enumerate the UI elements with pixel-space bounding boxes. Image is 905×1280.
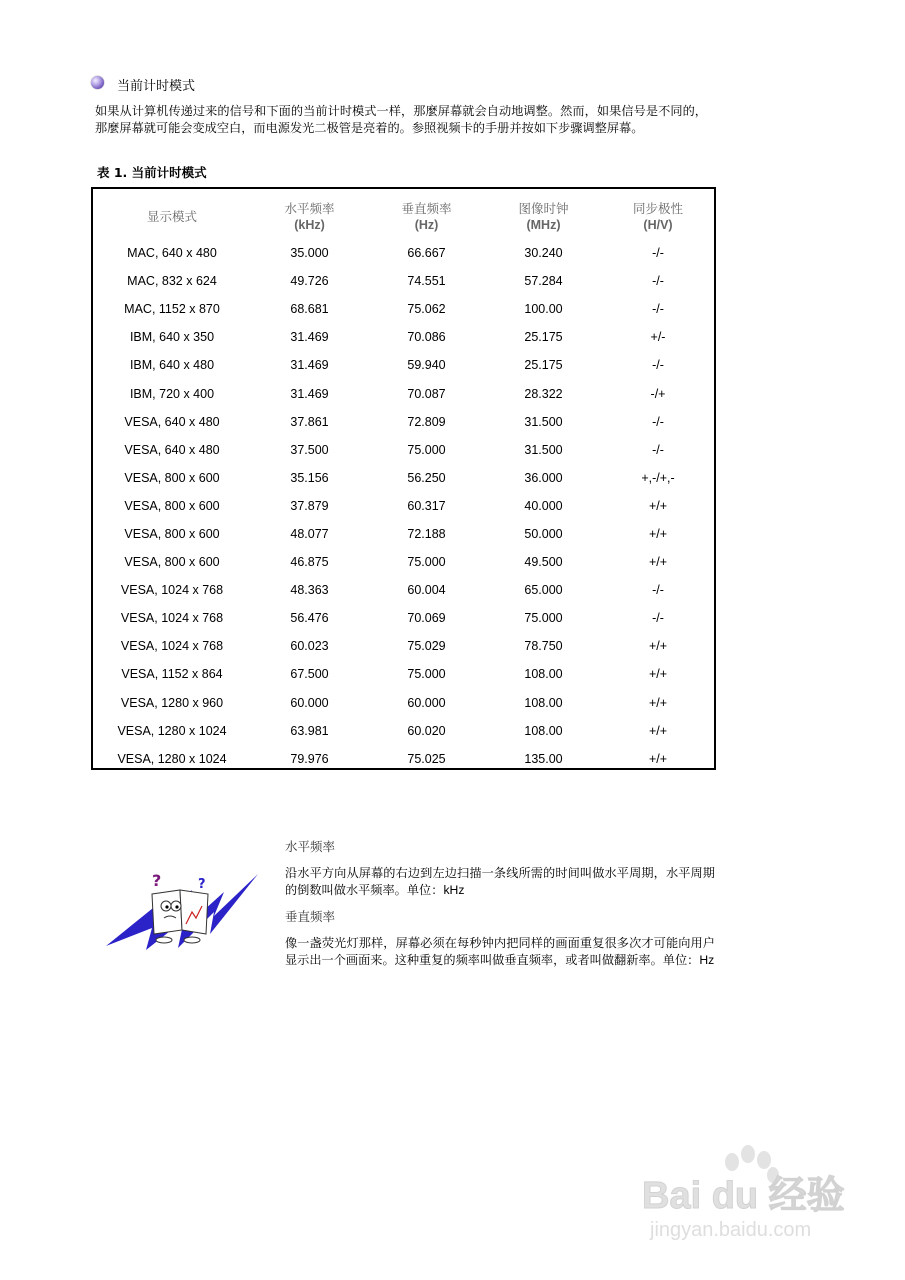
table-row: [93, 464, 714, 492]
horizontal-frequency-title: 水平频率: [285, 839, 336, 854]
table-cell: 36.000: [524, 470, 563, 485]
table-cell: 40.000: [524, 498, 563, 513]
table-cell: 35.000: [290, 246, 329, 261]
table-row: [93, 239, 714, 267]
table-cell: 48.077: [290, 526, 329, 541]
table-cell: +/+: [648, 667, 668, 682]
table-cell: 31.469: [290, 330, 329, 345]
baidu-jingyan-watermark: [640, 1140, 855, 1250]
table-cell: VESA, 1024 x 768: [120, 583, 224, 598]
table-cell: +/-: [650, 330, 666, 345]
table-cell: 60.000: [290, 695, 329, 710]
horizontal-frequency-body: 沿水平方向从屏幕的右边到左边扫描一条线所需的时间叫做水平周期，水平周期的倒数叫做水平频率。单位：kHz: [285, 866, 715, 897]
table-cell: IBM, 640 x 480: [129, 358, 215, 373]
header-h-freq: 水平频率 (kHz): [284, 202, 335, 232]
table-cell: 68.681: [290, 302, 329, 317]
table-cell: 57.284: [524, 274, 563, 289]
table-cell: +,-/+,-: [641, 470, 675, 485]
table-row: [93, 267, 714, 295]
table-cell: 31.500: [524, 442, 563, 457]
table-cell: 108.00: [524, 695, 563, 710]
table-cell: 60.004: [407, 583, 446, 598]
table-cell: IBM, 720 x 400: [129, 386, 215, 401]
table-cell: 108.00: [524, 723, 563, 738]
table-row: [93, 379, 714, 407]
table-cell: -/-: [652, 414, 664, 429]
table-cell: 78.750: [524, 639, 563, 654]
table-cell: -/-: [652, 442, 664, 457]
table-cell: +/+: [648, 555, 668, 570]
table-cell: 72.188: [407, 526, 446, 541]
table-cell: IBM, 640 x 350: [129, 330, 215, 345]
watermark-brand: Bai du 经验: [642, 1175, 845, 1217]
header-v-freq: 垂直频率 (Hz): [401, 202, 452, 232]
table-cell: 75.025: [407, 751, 446, 766]
book-character-icon: [152, 871, 208, 943]
table-cell: VESA, 1024 x 768: [120, 639, 224, 654]
table-cell: 70.086: [407, 330, 446, 345]
table-cell: 75.000: [524, 611, 563, 626]
table-cell: 49.500: [524, 555, 563, 570]
table-cell: +/+: [648, 695, 668, 710]
timing-table: [93, 195, 714, 773]
table-row: [93, 351, 714, 379]
table-cell: MAC, 1152 x 870: [124, 302, 220, 317]
table-cell: +/+: [648, 498, 668, 513]
bullet-icon: [91, 76, 104, 89]
table-cell: -/-: [652, 274, 664, 289]
table-cell: 28.322: [524, 386, 563, 401]
svg-text:?: ?: [152, 871, 162, 890]
table-cell: 31.469: [290, 386, 329, 401]
table-cell: VESA, 1280 x 1024: [117, 723, 227, 738]
table-cell: 79.976: [290, 751, 329, 766]
watermark-url: jingyan.baidu.com: [650, 1219, 812, 1241]
table-cell: VESA, 800 x 600: [124, 470, 220, 485]
table-cell: 60.023: [290, 639, 329, 654]
table-cell: VESA, 640 x 480: [124, 414, 220, 429]
table-cell: 108.00: [524, 667, 563, 682]
table-cell: 75.000: [407, 442, 446, 457]
table-cell: -/-: [652, 358, 664, 373]
table-cell: -/-: [652, 246, 664, 261]
table-row: [93, 520, 714, 548]
table-cell: 35.156: [290, 470, 329, 485]
table-cell: 59.940: [407, 358, 446, 373]
table-cell: 46.875: [290, 555, 329, 570]
table-cell: 70.069: [407, 611, 446, 626]
table-cell: 70.087: [407, 386, 446, 401]
table-row: [93, 436, 714, 464]
table-cell: 60.000: [407, 695, 446, 710]
table-row: [93, 492, 714, 520]
header-pixel-clock: 图像时钟 (MHz): [518, 202, 569, 232]
table-cell: VESA, 1024 x 768: [120, 611, 224, 626]
table-row: [93, 745, 714, 773]
table-row: [93, 576, 714, 604]
table-row: [93, 689, 714, 717]
table-cell: 30.240: [524, 246, 563, 261]
table-cell: 67.500: [290, 667, 329, 682]
svg-text:?: ?: [198, 877, 206, 892]
question-book-illustration: [106, 868, 258, 952]
table-cell: 72.809: [407, 414, 446, 429]
header-sync-polarity: 同步极性 (H/V): [632, 202, 683, 232]
section-heading-text: 当前计时模式: [117, 78, 196, 94]
table-cell: VESA, 1280 x 960: [120, 695, 224, 710]
horizontal-frequency-definition: [285, 837, 715, 899]
table-cell: +/+: [648, 723, 668, 738]
table-row: [93, 632, 714, 660]
table-caption: 表 1. 当前计时模式: [97, 165, 207, 180]
table-cell: 135.00: [524, 751, 563, 766]
table-cell: 31.500: [524, 414, 563, 429]
table-row: [93, 323, 714, 351]
table-cell: 25.175: [524, 330, 563, 345]
table-cell: -/-: [652, 302, 664, 317]
section-heading: [91, 74, 195, 94]
table-cell: 60.317: [407, 498, 446, 513]
table-cell: VESA, 1152 x 864: [121, 667, 223, 682]
vertical-frequency-title: 垂直频率: [285, 909, 336, 924]
table-cell: +/+: [648, 526, 668, 541]
intro-paragraph: 如果从计算机传递过来的信号和下面的当前计时模式一样，那麼屏幕就会自动地调整。然而，如果信号是不同的，那麼屏幕就可能会变成空白，而电源发光二极管是亮着的。参照视频卡的手册并按如下步骤调整屏幕。: [95, 104, 707, 135]
table-cell: +/+: [648, 639, 668, 654]
table-cell: 65.000: [524, 583, 563, 598]
table-cell: 75.000: [407, 555, 446, 570]
vertical-frequency-definition: [285, 907, 715, 969]
table-cell: 75.000: [407, 667, 446, 682]
table-cell: 37.861: [290, 414, 329, 429]
table-cell: 75.062: [407, 302, 446, 317]
table-cell: 37.879: [290, 498, 329, 513]
vertical-frequency-body: 像一盏荧光灯那样，屏幕必须在每秒钟内把同样的画面重复很多次才可能向用户显示出一个画面来。这种重复的频率叫做垂直频率，或者叫做翻新率。单位：Hz: [285, 936, 715, 967]
table-row: [93, 717, 714, 745]
table-cell: 48.363: [290, 583, 329, 598]
table-row: [93, 295, 714, 323]
table-cell: 60.020: [407, 723, 446, 738]
table-cell: -/-: [652, 611, 664, 626]
table-row: [93, 604, 714, 632]
table-cell: 25.175: [524, 358, 563, 373]
table-cell: -/+: [650, 386, 666, 401]
table-cell: +/+: [648, 751, 668, 766]
table-cell: 56.476: [290, 611, 329, 626]
table-cell: VESA, 800 x 600: [124, 526, 220, 541]
table-cell: MAC, 640 x 480: [127, 246, 217, 261]
table-row: [93, 548, 714, 576]
table-cell: VESA, 800 x 600: [124, 555, 220, 570]
table-cell: 75.029: [407, 639, 446, 654]
table-cell: 37.500: [290, 442, 329, 457]
table-cell: 50.000: [524, 526, 563, 541]
table-cell: 74.551: [407, 274, 446, 289]
table-cell: VESA, 1280 x 1024: [117, 751, 227, 766]
timing-table-frame: [91, 187, 716, 770]
table-cell: 100.00: [524, 302, 563, 317]
table-cell: 66.667: [407, 246, 446, 261]
table-cell: VESA, 800 x 600: [124, 498, 220, 513]
table-cell: 31.469: [290, 358, 329, 373]
table-cell: -/-: [652, 583, 664, 598]
table-cell: 63.981: [290, 723, 329, 738]
table-cell: VESA, 640 x 480: [124, 442, 220, 457]
header-display-mode: 显示模式: [146, 210, 197, 224]
table-row: [93, 408, 714, 436]
table-row: [93, 660, 714, 688]
table-cell: MAC, 832 x 624: [127, 274, 217, 289]
table-header-row: [93, 195, 714, 239]
table-cell: 49.726: [290, 274, 329, 289]
table-cell: 56.250: [407, 470, 446, 485]
